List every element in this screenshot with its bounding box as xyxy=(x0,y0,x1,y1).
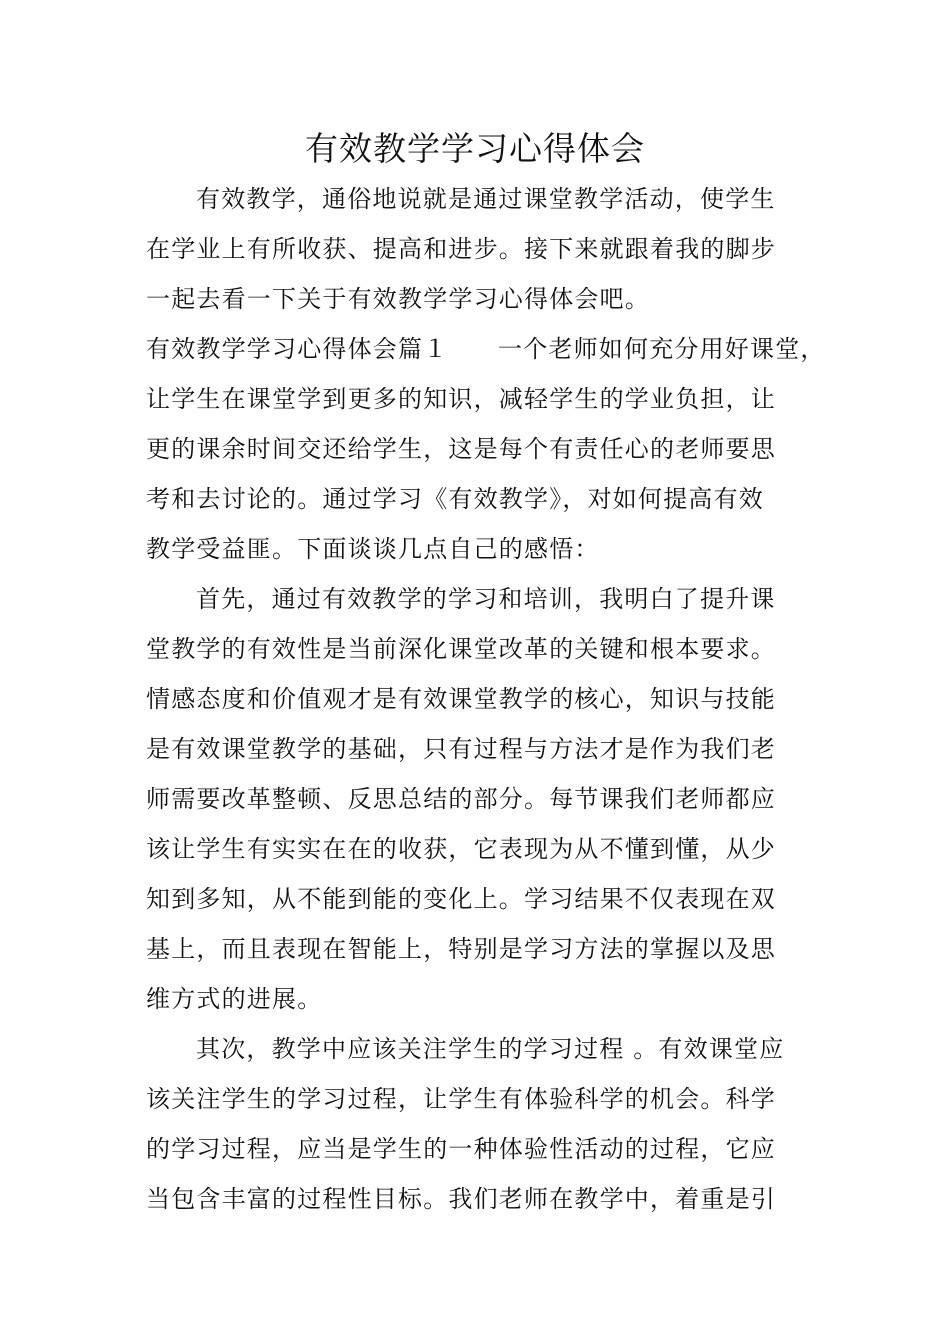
text-line: 该让学生有实实在在的收获，它表现为从不懂到懂，从少 xyxy=(146,835,776,863)
text-line: 在学业上有所收获、提高和进步。接下来就跟着我的脚步 xyxy=(146,235,776,263)
text-line: 是有效课堂教学的基础，只有过程与方法才是作为我们老 xyxy=(146,735,776,763)
document-title: 有效教学学习心得体会 xyxy=(305,129,645,168)
text-line: 当包含丰富的过程性目标。我们老师在教学中，着重是引 xyxy=(146,1185,776,1213)
text-line: 基上，而且表现在智能上，特别是学习方法的掌握以及思 xyxy=(146,935,776,963)
document-body xyxy=(146,174,826,1224)
paragraph-section1 xyxy=(146,324,826,574)
text-line: 让学生在课堂学到更多的知识，减轻学生的学业负担，让 xyxy=(146,385,776,413)
text-line: 的学习过程，应当是学生的一种体验性活动的过程，它应 xyxy=(146,1135,776,1163)
text-line: 师需要改革整顿、反思总结的部分。每节课我们老师都应 xyxy=(146,785,776,813)
text-line: 该关注学生的学习过程，让学生有体验科学的机会。科学 xyxy=(146,1085,776,1113)
text-line: 一起去看一下关于有效教学学习心得体会吧。 xyxy=(146,285,650,313)
paragraph-second xyxy=(146,1024,808,1224)
text-line: 维方式的进展。 xyxy=(146,985,323,1013)
text-line: 堂教学的有效性是当前深化课堂改革的关键和根本要求。 xyxy=(146,635,776,663)
text-line: 情感态度和价值观才是有效课堂教学的核心，知识与技能 xyxy=(146,685,776,713)
text-line: 其次，教学中应该关注学生的学习过程 。有效课堂应 xyxy=(196,1035,785,1063)
paragraph-intro xyxy=(146,174,808,324)
section-heading: 有效教学学习心得体会篇１ xyxy=(146,335,449,363)
text-line: 考和去讨论的。通过学习《有效教学》，对如何提高有效 xyxy=(146,485,764,513)
text-line: 有效教学，通俗地说就是通过课堂教学活动，使学生 xyxy=(196,185,776,213)
text-line: 更的课余时间交还给学生，这是每个有责任心的老师要思 xyxy=(146,435,776,463)
text-line: 教学受益匪。下面谈谈几点自己的感悟： xyxy=(146,535,600,563)
text-line: 首先，通过有效教学的学习和培训，我明白了提升课 xyxy=(196,585,776,613)
paragraph-first xyxy=(146,574,808,1024)
text-line: 知到多知，从不能到能的变化上。学习结果不仅表现在双 xyxy=(146,885,776,913)
text-line: 一个老师如何充分用好课堂， xyxy=(498,335,826,363)
